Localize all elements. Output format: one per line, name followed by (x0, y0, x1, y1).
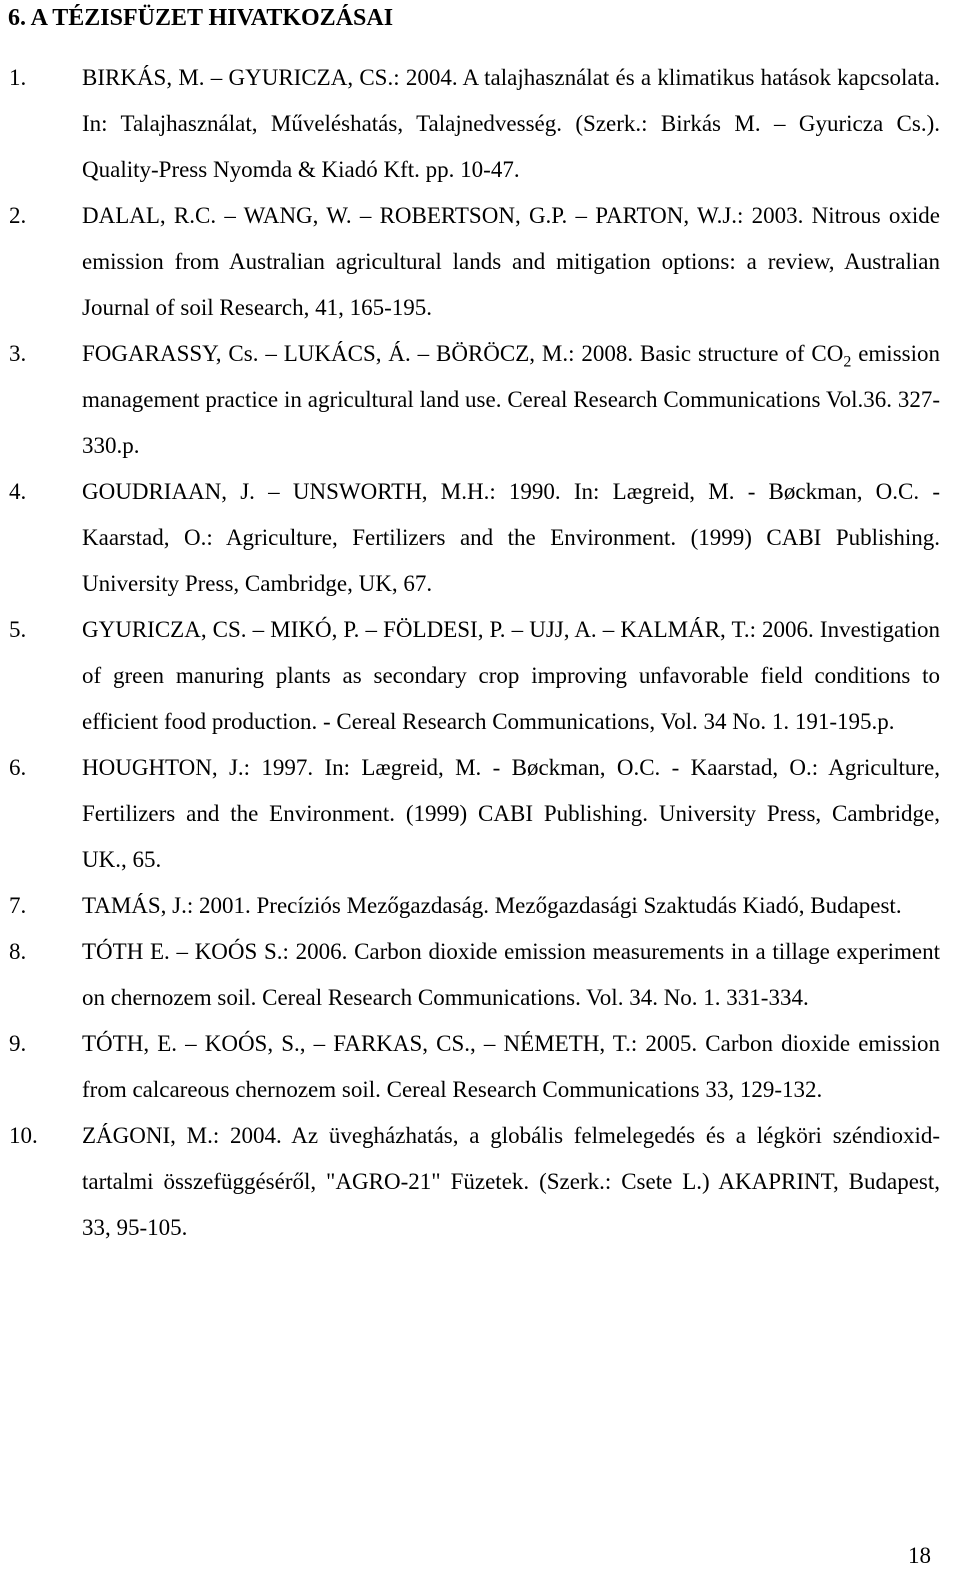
reference-number: 3. (9, 341, 27, 366)
reference-item (0, 55, 960, 193)
co2-subscript: 2 (843, 353, 852, 371)
reference-number: 6. (9, 755, 27, 780)
reference-item (0, 745, 960, 883)
reference-text: ZÁGONI, M.: 2004. Az üvegházhatás, a globális felmelegedés és a légköri széndioxid-tartalmi összefüggéséről, "AGRO-21" Füzetek. (Szerk.: Csete L.) AKAPRINT, Budapest, 33, 95-105. (82, 1123, 940, 1240)
reference-number: 1. (9, 65, 27, 90)
reference-item (0, 607, 960, 745)
reference-item (0, 929, 960, 1021)
reference-number: 9. (9, 1031, 27, 1056)
reference-item (0, 883, 960, 929)
reference-item (0, 193, 960, 331)
reference-number: 5. (9, 617, 27, 642)
reference-text (82, 331, 940, 469)
section-heading: 6. A TÉZISFÜZET HIVATKOZÁSAI (8, 5, 394, 31)
reference-text-part: emission management practice in agricultural land use. Cereal Research Communications Vol.36. 327-330.p. (82, 341, 940, 458)
reference-number: 7. (9, 893, 27, 918)
reference-text: GOUDRIAAN, J. – UNSWORTH, M.H.: 1990. In: Lægreid, M. - Bøckman, O.C. - Kaarstad, O.: Agriculture, Fertilizers and the Environment. (1999) CABI Publishing. University Press, Cambridge, UK, 67. (82, 479, 940, 596)
reference-text: BIRKÁS, M. – GYURICZA, CS.: 2004. A talajhasználat és a klimatikus hatások kapcsolata. In: Talajhasználat, Műveléshatás, Talajnedvesség. (Szerk.: Birkás M. – Gyuricza Cs.). Quality-Press Nyomda & Kiadó Kft. pp. 10-47. (82, 65, 940, 182)
reference-text: TAMÁS, J.: 2001. Precíziós Mezőgazdaság. Mezőgazdasági Szaktudás Kiadó, Budapest. (82, 893, 902, 918)
reference-item (0, 1021, 960, 1113)
reference-number: 10. (9, 1123, 38, 1148)
reference-text: TÓTH, E. – KOÓS, S., – FARKAS, CS., – NÉMETH, T.: 2005. Carbon dioxide emission from calcareous chernozem soil. Cereal Research Communications 33, 129-132. (82, 1031, 940, 1102)
reference-number: 2. (9, 203, 27, 228)
reference-item (0, 469, 960, 607)
reference-text: GYURICZA, CS. – MIKÓ, P. – FÖLDESI, P. – UJJ, A. – KALMÁR, T.: 2006. Investigation of green manuring plants as secondary crop improving unfavorable field conditions to efficient food production. - Cereal Research Communications, Vol. 34 No. 1. 191-195.p. (82, 617, 940, 734)
reference-text: DALAL, R.C. – WANG, W. – ROBERTSON, G.P. – PARTON, W.J.: 2003. Nitrous oxide emission from Australian agricultural lands and mitigation options: a review, Australian Journal of soil Research, 41, 165-195. (82, 203, 940, 320)
page-number: 18 (908, 1543, 931, 1568)
reference-text-part: FOGARASSY, Cs. – LUKÁCS, Á. – BÖRÖCZ, M.: 2008. Basic structure of CO (82, 341, 844, 366)
reference-text: TÓTH E. – KOÓS S.: 2006. Carbon dioxide emission measurements in a tillage experiment on chernozem soil. Cereal Research Communications. Vol. 34. No. 1. 331-334. (82, 939, 940, 1010)
reference-number: 8. (9, 939, 27, 964)
reference-item (0, 1113, 960, 1251)
reference-number: 4. (9, 479, 27, 504)
reference-list (0, 55, 960, 1251)
reference-item (0, 331, 960, 469)
reference-text: HOUGHTON, J.: 1997. In: Lægreid, M. - Bøckman, O.C. - Kaarstad, O.: Agriculture, Fertilizers and the Environment. (1999) CABI Publishing. University Press, Cambridge, UK., 65. (82, 755, 940, 872)
